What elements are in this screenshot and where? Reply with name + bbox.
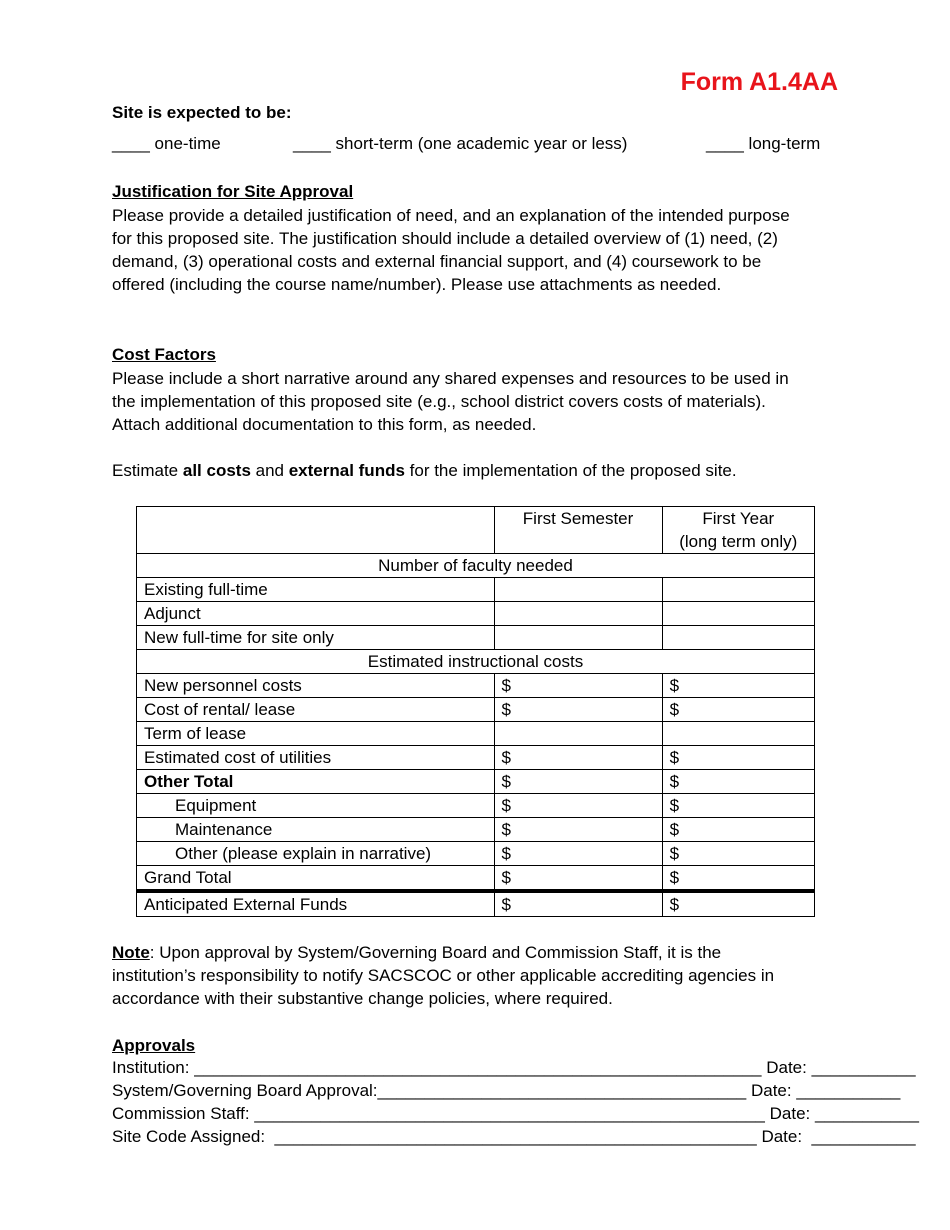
input-cell[interactable]: [662, 626, 814, 650]
table-row: [137, 866, 815, 892]
estimate-mid: and: [250, 461, 289, 480]
row-label: Term of lease: [137, 722, 495, 746]
currency-cell[interactable]: $: [494, 818, 662, 842]
row-label: Cost of rental/ lease: [137, 698, 495, 722]
row-label: Other Total: [137, 770, 495, 794]
currency-cell[interactable]: $: [494, 891, 662, 917]
row-label: Other (please explain in narrative): [137, 842, 495, 866]
row-label: New personnel costs: [137, 674, 495, 698]
option-short-term[interactable]: ____ short-term (one academic year or less): [293, 134, 628, 153]
input-cell[interactable]: [662, 602, 814, 626]
row-label: Adjunct: [137, 602, 495, 626]
currency-cell[interactable]: $: [662, 698, 814, 722]
justification-heading: Justification for Site Approval: [112, 182, 354, 201]
cost-factors-line: the implementation of this proposed site (e.g., school district covers costs of materials).: [112, 392, 766, 411]
input-cell[interactable]: [662, 722, 814, 746]
row-label: Anticipated External Funds: [137, 891, 495, 917]
currency-cell[interactable]: $: [494, 746, 662, 770]
table-header-row: [137, 507, 815, 554]
approval-commission-staff[interactable]: Commission Staff: ______________________________________________________ Date: ___________: [112, 1104, 919, 1123]
table-row: [137, 746, 815, 770]
currency-cell[interactable]: $: [662, 842, 814, 866]
currency-cell[interactable]: $: [662, 794, 814, 818]
header-blank-cell: [137, 507, 495, 554]
approval-institution[interactable]: Institution: ____________________________________________________________ Date: ___________: [112, 1058, 916, 1077]
currency-cell[interactable]: $: [494, 866, 662, 892]
currency-cell[interactable]: $: [494, 698, 662, 722]
site-expectation-label: Site is expected to be:: [112, 103, 292, 122]
table-row: [137, 578, 815, 602]
section-row: [137, 554, 815, 578]
note-text: : Upon approval by System/Governing Board and Commission Staff, it is the: [149, 943, 722, 962]
table-row: [137, 698, 815, 722]
note-paragraph: [112, 941, 852, 1010]
header-first-year-line1: First Year: [702, 509, 775, 528]
estimate-external-funds: external funds: [288, 461, 405, 480]
approval-system-board[interactable]: System/Governing Board Approval:_______________________________________ Date: ___________: [112, 1081, 901, 1100]
table-row: [137, 794, 815, 818]
row-label: Estimated cost of utilities: [137, 746, 495, 770]
section-faculty: Number of faculty needed: [137, 554, 815, 578]
cost-factors-text: [112, 367, 852, 436]
table-row: [137, 891, 815, 917]
approval-site-code[interactable]: Site Code Assigned: ___________________________________________________ Date: ___________: [112, 1127, 916, 1146]
cost-factors-line: Attach additional documentation to this form, as needed.: [112, 415, 537, 434]
section-costs: Estimated instructional costs: [137, 650, 815, 674]
currency-cell[interactable]: $: [662, 818, 814, 842]
currency-cell[interactable]: $: [494, 842, 662, 866]
input-cell[interactable]: [494, 626, 662, 650]
table-row: [137, 818, 815, 842]
table-row: [137, 626, 815, 650]
justification-line: offered (including the course name/number). Please use attachments as needed.: [112, 275, 722, 294]
header-first-year: [662, 507, 814, 554]
estimate-all-costs: all costs: [182, 461, 251, 480]
currency-cell[interactable]: $: [662, 770, 814, 794]
approvals-heading: Approvals: [112, 1036, 196, 1055]
note-label: Note: [112, 943, 150, 962]
justification-line: Please provide a detailed justification of need, and an explanation of the intended purpose: [112, 206, 790, 225]
row-label: Equipment: [137, 794, 495, 818]
header-first-semester: First Semester: [494, 507, 662, 554]
row-label: Existing full-time: [137, 578, 495, 602]
currency-cell[interactable]: $: [662, 891, 814, 917]
currency-cell[interactable]: $: [662, 866, 814, 892]
currency-cell[interactable]: $: [494, 770, 662, 794]
justification-line: demand, (3) operational costs and external financial support, and (4) coursework to be: [112, 252, 762, 271]
input-cell[interactable]: [494, 722, 662, 746]
row-label: Grand Total: [137, 866, 495, 892]
note-line: [112, 941, 852, 964]
estimate-post: for the implementation of the proposed site.: [404, 461, 737, 480]
note-line: institution’s responsibility to notify SACSCOC or other applicable accrediting agencies in: [112, 966, 775, 985]
table-row: [137, 842, 815, 866]
input-cell[interactable]: [662, 578, 814, 602]
input-cell[interactable]: [494, 602, 662, 626]
estimate-pre: Estimate: [112, 461, 183, 480]
currency-cell[interactable]: $: [662, 746, 814, 770]
table-row: [137, 770, 815, 794]
option-one-time[interactable]: ____ one-time: [112, 134, 221, 153]
currency-cell[interactable]: $: [662, 674, 814, 698]
cost-factors-line: Please include a short narrative around any shared expenses and resources to be used in: [112, 369, 789, 388]
row-label: Maintenance: [137, 818, 495, 842]
form-id: Form A1.4AA: [680, 68, 838, 96]
table-row: [137, 602, 815, 626]
table-row: [137, 722, 815, 746]
row-label: New full-time for site only: [137, 626, 495, 650]
header-first-year-line2: (long term only): [679, 532, 798, 551]
note-line: accordance with their substantive change policies, where required.: [112, 989, 613, 1008]
cost-table: [136, 506, 815, 917]
input-cell[interactable]: [494, 578, 662, 602]
justification-text: [112, 204, 852, 296]
estimate-instruction: [112, 461, 737, 481]
option-long-term[interactable]: ____ long-term: [706, 134, 821, 153]
section-row: [137, 650, 815, 674]
table-row: [137, 674, 815, 698]
currency-cell[interactable]: $: [494, 794, 662, 818]
cost-factors-heading: Cost Factors: [112, 345, 216, 364]
currency-cell[interactable]: $: [494, 674, 662, 698]
justification-line: for this proposed site. The justification should include a detailed overview of (1) need, (2): [112, 229, 778, 248]
